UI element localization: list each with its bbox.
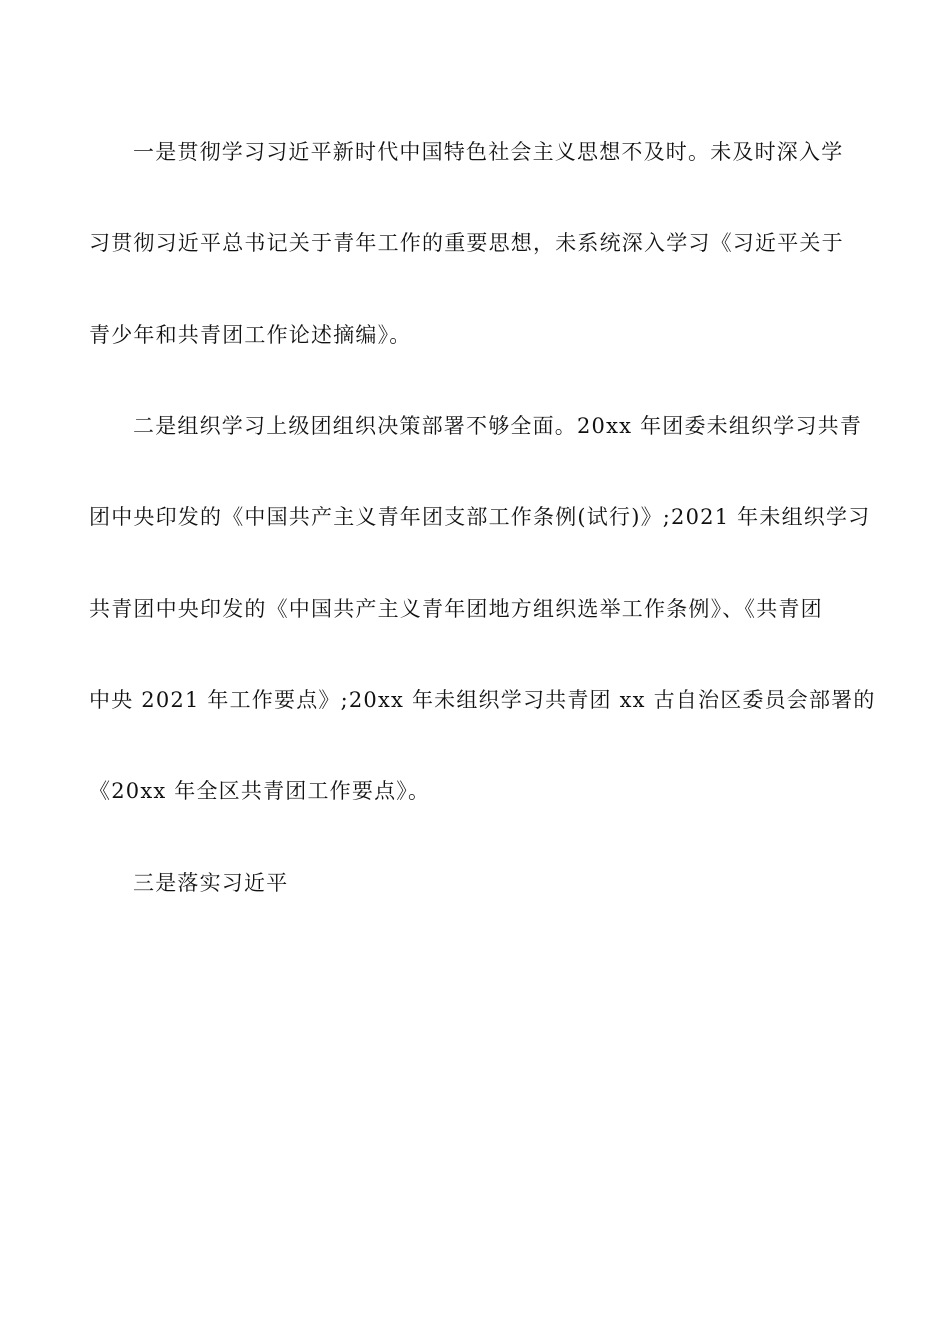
paragraph-2-line-2: 团中央印发的《中国共产主义青年团支部工作条例(试行)》;2021 年未组织学习 xyxy=(89,505,871,529)
paragraph-2-line-3: 共青团中央印发的《中国共产主义青年团地方组织选举工作条例》、《共青团 xyxy=(89,597,823,621)
paragraph-1-line-3: 青少年和共青团工作论述摘编》。 xyxy=(89,323,412,347)
paragraph-2-line-1: 二是组织学习上级团组织决策部署不够全面。20xx 年团委未组织学习共青 xyxy=(133,414,863,438)
paragraph-2-line-4: 中央 2021 年工作要点》;20xx 年未组织学习共青团 xx 古自治区委员会部署的 xyxy=(89,688,876,712)
paragraph-2-line-5: 《20xx 年全区共青团工作要点》。 xyxy=(89,779,431,803)
paragraph-1-line-2: 习贯彻习近平总书记关于青年工作的重要思想，未系统深入学习《习近平关于 xyxy=(89,231,844,255)
paragraph-3-line-1: 三是落实习近平 xyxy=(133,871,289,895)
paragraph-1-line-1: 一是贯彻学习习近平新时代中国特色社会主义思想不及时。未及时深入学 xyxy=(133,140,844,164)
